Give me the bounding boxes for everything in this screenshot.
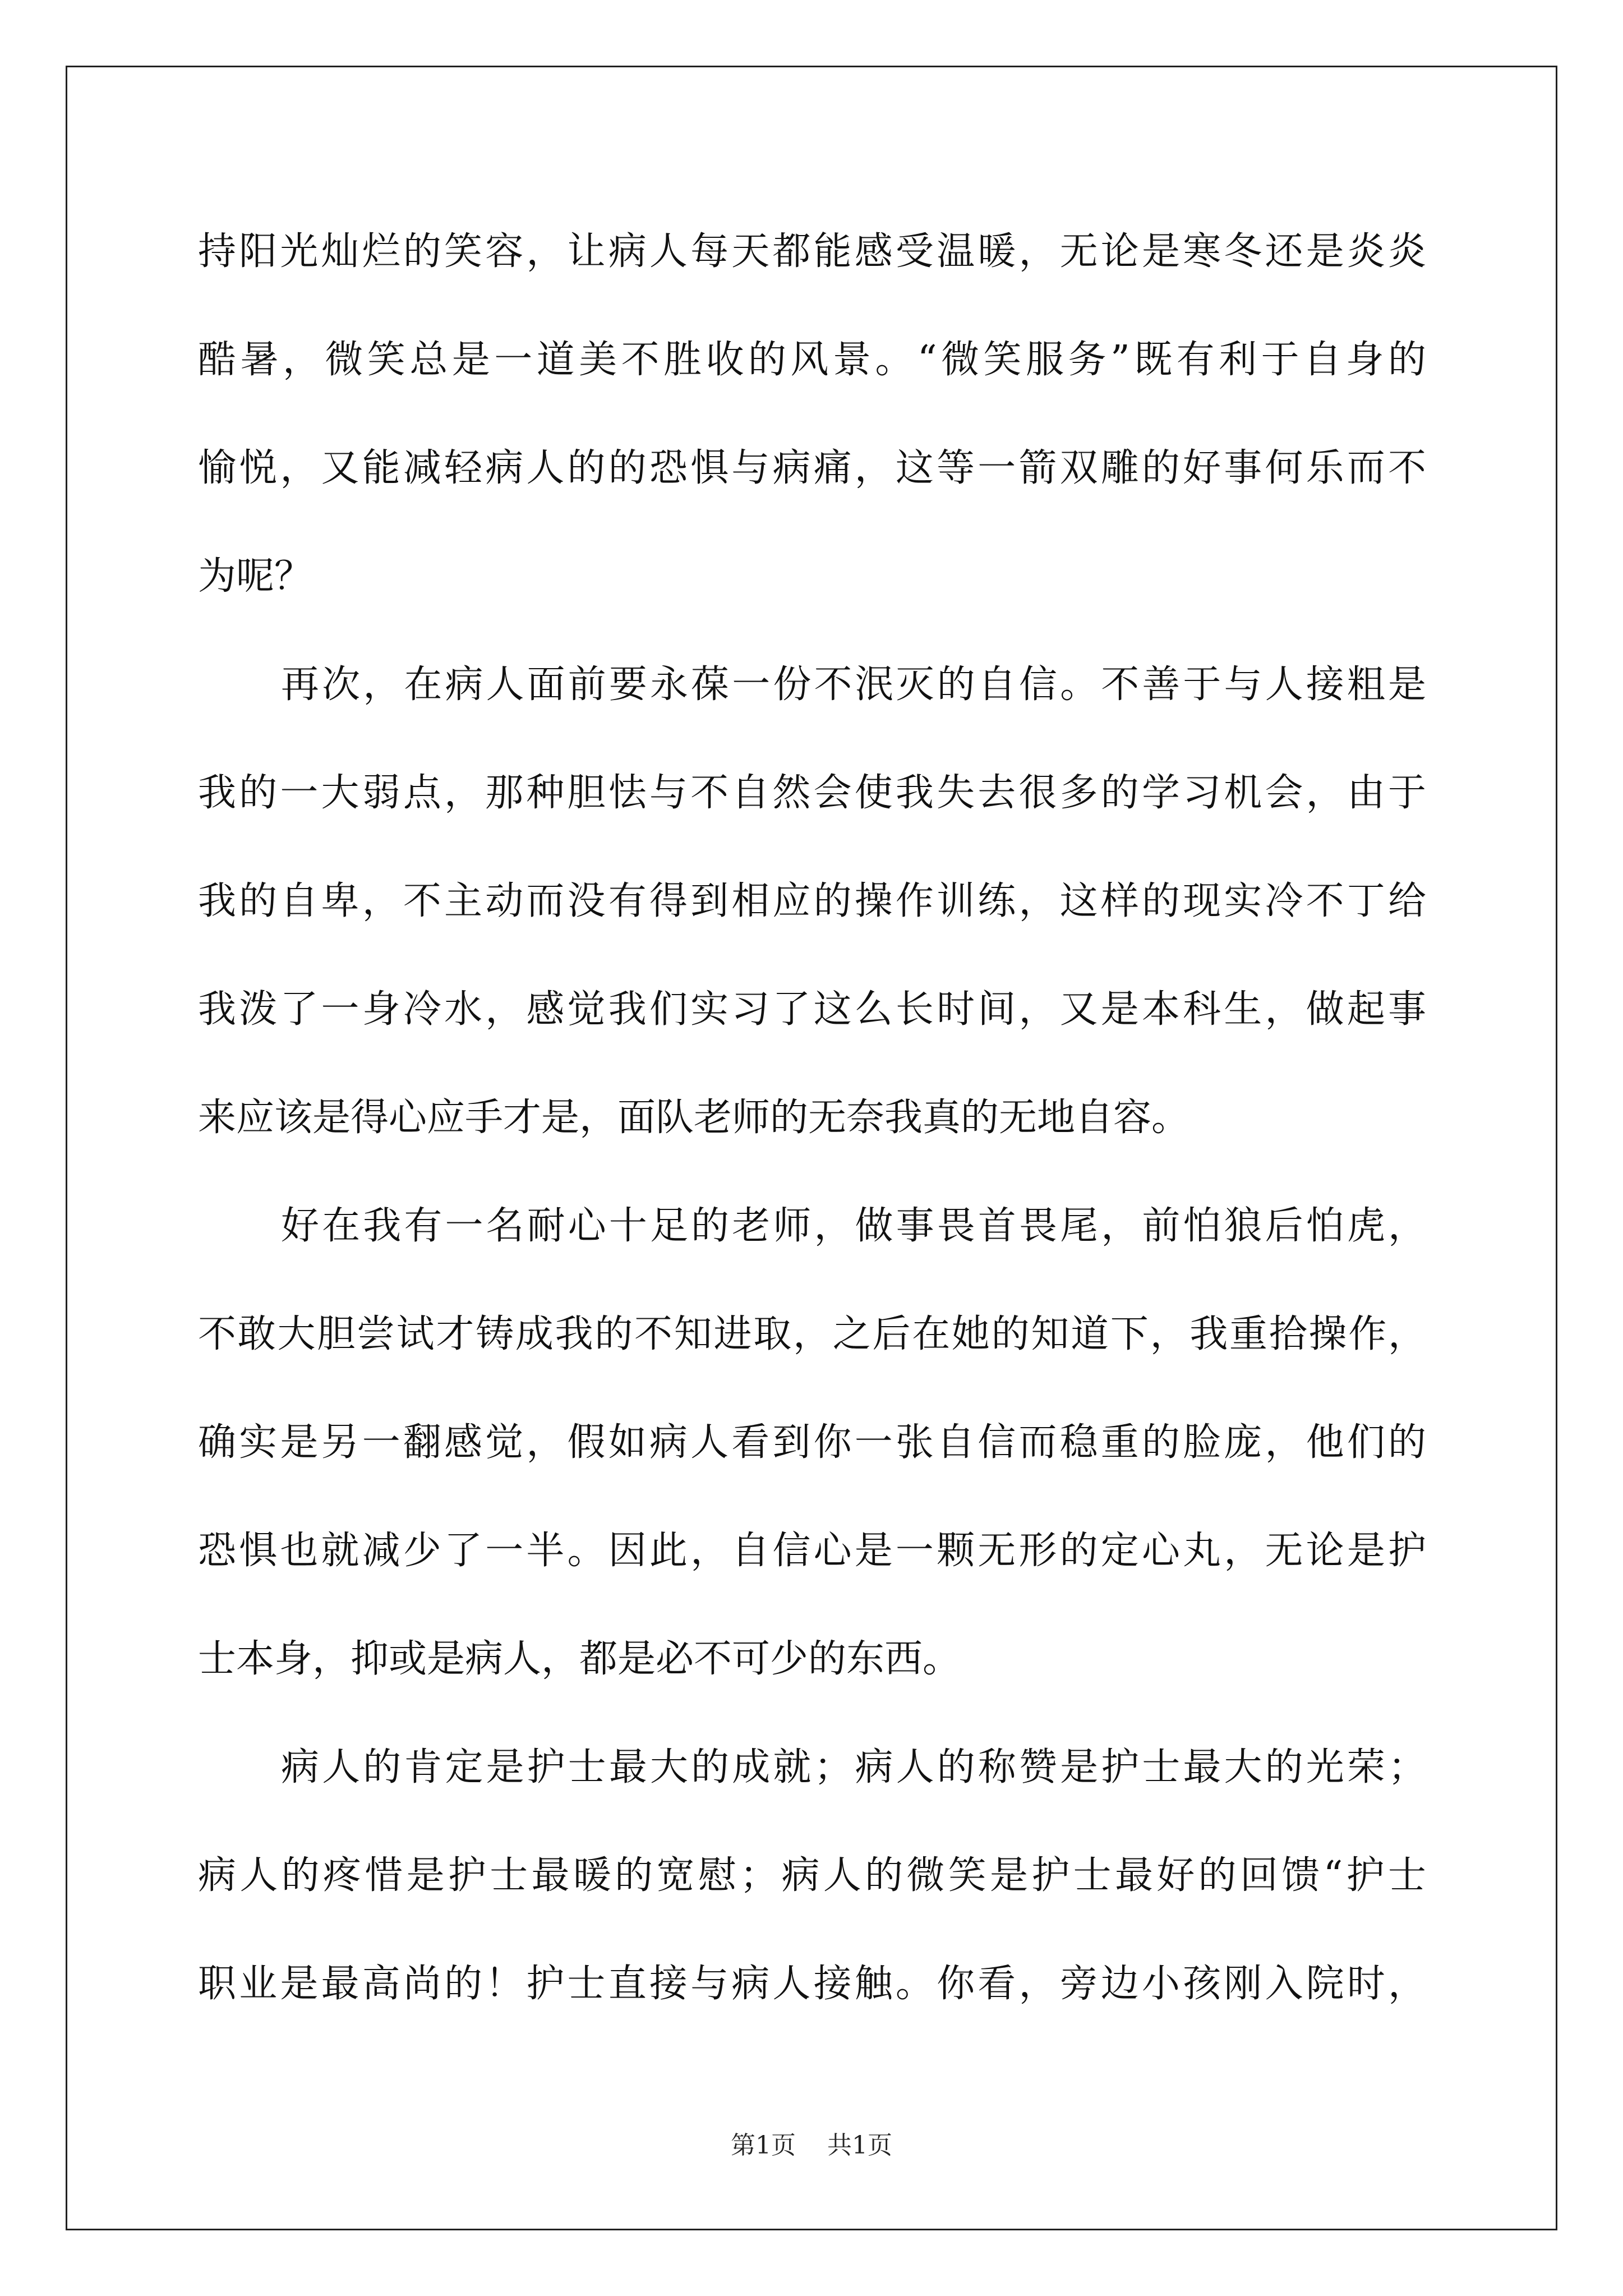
text-line: 愉悦，又能减轻病人的的恐惧与病痛，这等一箭双雕的好事何乐而不	[198, 446, 1426, 490]
text-line: 我的一大弱点，那种胆怯与不自然会使我失去很多的学习机会，由于	[198, 771, 1426, 815]
text-line: 士本身，抑或是病人，都是必不可少的东西。	[198, 1637, 961, 1681]
text-line: 恐惧也就减少了一半。因此，自信心是一颗无形的定心丸，无论是护	[198, 1529, 1426, 1573]
text-line: 为呢？	[198, 554, 313, 599]
document-body	[198, 213, 1426, 2053]
text-line: 职业是最高尚的！护士直接与病人接触。你看，旁边小孩刚入院时，	[198, 1962, 1426, 2006]
page-footer	[0, 2129, 1623, 2162]
text-line: 持阳光灿烂的笑容，让病人每天都能感受温暖，无论是寒冬还是炎炎	[198, 229, 1426, 274]
text-line: 病人的疼惜是护士最暖的宽慰；病人的微笑是护士最好的回馈“护士	[198, 1853, 1426, 1898]
paragraph-first-line: 病人的肯定是护士最大的成就；病人的称赞是护士最大的光荣；	[281, 1745, 1426, 1789]
text-line: 我的自卑，不主动而没有得到相应的操作训练，这样的现实冷不丁给	[198, 879, 1426, 923]
page-number-total: 共1页	[827, 2131, 892, 2160]
page-number-current: 第1页	[731, 2131, 796, 2160]
text-line: 确实是另一翻感觉，假如病人看到你一张自信而稳重的脸庞，他们的	[198, 1420, 1426, 1465]
text-line: 不敢大胆尝试才铸成我的不知进取，之后在她的知道下，我重拾操作，	[198, 1312, 1426, 1356]
text-line: 我泼了一身冷水，感觉我们实习了这么长时间，又是本科生，做起事	[198, 987, 1426, 1032]
paragraph-first-line: 好在我有一名耐心十足的老师，做事畏首畏尾，前怕狼后怕虎，	[281, 1204, 1426, 1248]
text-line: 酷暑，微笑总是一道美不胜收的风景。“微笑服务”既有利于自身的	[198, 338, 1426, 382]
paragraph-first-line: 再次，在病人面前要永葆一份不泯灭的自信。不善于与人接粗是	[281, 662, 1426, 707]
text-line: 来应该是得心应手才是，面队老师的无奈我真的无地自容。	[198, 1096, 1190, 1140]
